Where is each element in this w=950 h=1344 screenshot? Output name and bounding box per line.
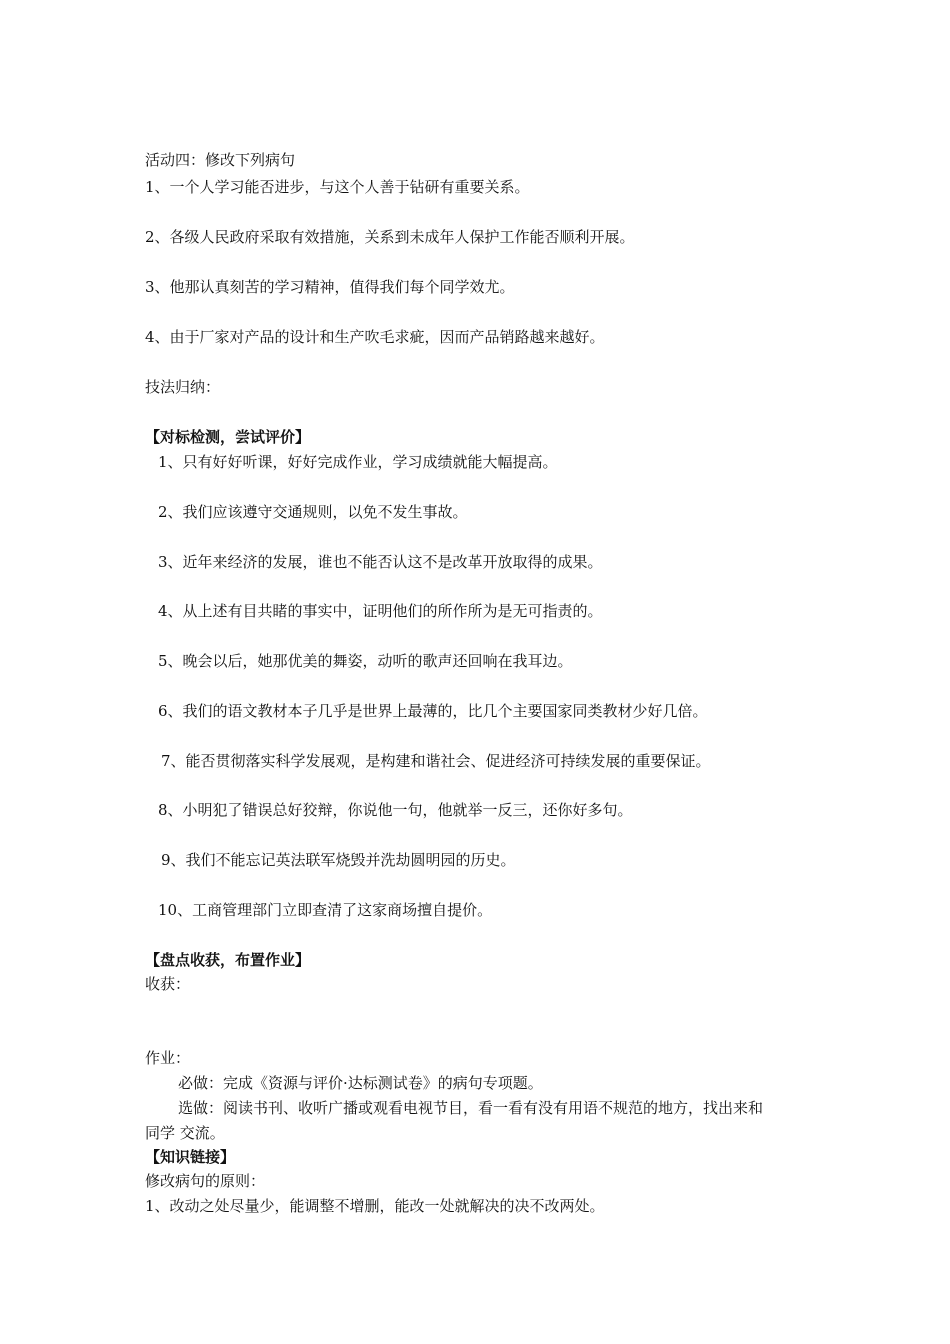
assessment-item-9: 9、我们不能忘记英法联军烧毁并洗劫圆明园的历史。 bbox=[161, 851, 516, 869]
assessment-item-1: 1、只有好好听课，好好完成作业，学习成绩就能大幅提高。 bbox=[158, 453, 558, 471]
homework-label: 作业： bbox=[145, 1049, 191, 1067]
homework-optional-line2: 同学 交流。 bbox=[145, 1124, 225, 1142]
assessment-item-3: 3、近年来经济的发展，谁也不能否认这不是改革开放取得的成果。 bbox=[158, 553, 603, 571]
activity4-item-3: 3、他那认真刻苦的学习精神，值得我们每个同学效尤。 bbox=[145, 278, 515, 296]
assessment-item-4: 4、从上述有目共睹的事实中，证明他们的所作所为是无可指责的。 bbox=[158, 602, 603, 620]
assessment-item-8: 8、小明犯了错误总好狡辩，你说他一句，他就举一反三，还你好多句。 bbox=[158, 801, 633, 819]
harvest-label: 收获： bbox=[145, 975, 191, 993]
principle-label: 修改病句的原则： bbox=[145, 1172, 266, 1190]
activity4-item-2: 2、各级人民政府采取有效措施，关系到未成年人保护工作能否顺利开展。 bbox=[145, 228, 635, 246]
summary-label: 技法归纳： bbox=[145, 378, 221, 396]
assessment-item-2: 2、我们应该遵守交通规则，以免不发生事故。 bbox=[158, 503, 468, 521]
knowledge-heading: 【知识链接】 bbox=[145, 1148, 236, 1166]
activity4-item-4: 4、由于厂家对产品的设计和生产吹毛求疵，因而产品销路越来越好。 bbox=[145, 328, 605, 346]
assessment-item-10: 10、工商管理部门立即查清了这家商场擅自提价。 bbox=[158, 901, 493, 919]
assessment-item-7: 7、能否贯彻落实科学发展观，是构建和谐社会、促进经济可持续发展的重要保证。 bbox=[161, 752, 711, 770]
assessment-item-5: 5、晚会以后，她那优美的舞姿，动听的歌声还回响在我耳边。 bbox=[158, 652, 573, 670]
homework-required: 必做：完成《资源与评价·达标测试卷》的病句专项题。 bbox=[178, 1074, 543, 1092]
homework-optional-line1: 选做：阅读书刊、收听广播或观看电视节目，看一看有没有用语不规范的地方，找出来和 bbox=[178, 1099, 764, 1117]
principle-item-1: 1、改动之处尽量少，能调整不增删，能改一处就解决的决不改两处。 bbox=[145, 1197, 605, 1215]
assessment-item-6: 6、我们的语文教材本子几乎是世界上最薄的，比几个主要国家同类教材少好几倍。 bbox=[158, 702, 708, 720]
wrapup-heading: 【盘点收获，布置作业】 bbox=[145, 951, 311, 969]
activity4-item-1: 1、一个人学习能否进步，与这个人善于钻研有重要关系。 bbox=[145, 178, 530, 196]
activity4-title: 活动四：修改下列病句 bbox=[145, 151, 296, 169]
assessment-heading: 【对标检测，尝试评价】 bbox=[145, 428, 311, 446]
